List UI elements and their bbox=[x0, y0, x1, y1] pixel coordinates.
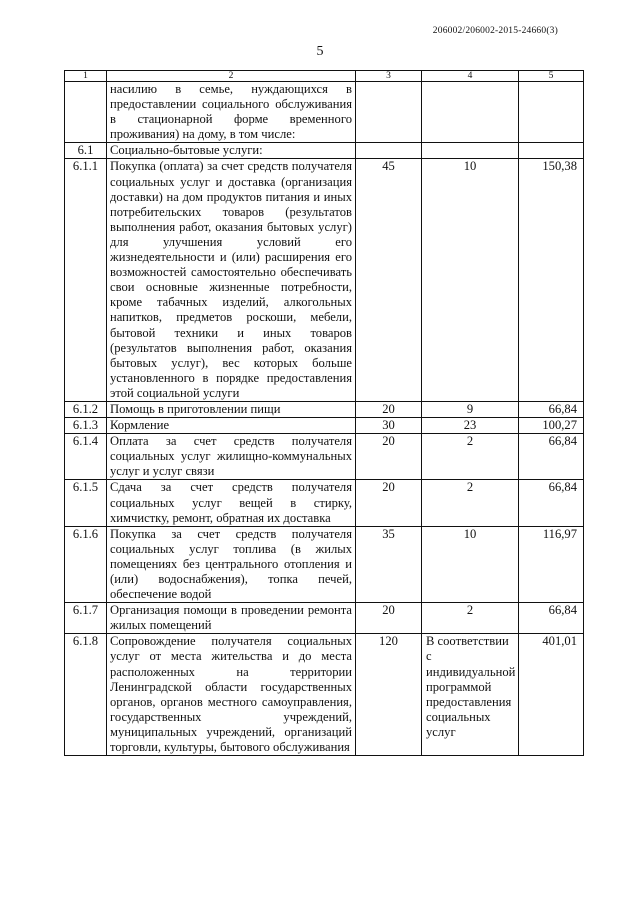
column-3-value-cell: 20 bbox=[356, 401, 422, 417]
table-row bbox=[65, 526, 584, 602]
column-3-value-cell: 45 bbox=[356, 159, 422, 402]
row-number-cell: 6.1.1 bbox=[65, 159, 107, 402]
row-number-cell: 6.1.3 bbox=[65, 418, 107, 434]
tariff-value-cell: 401,01 bbox=[519, 634, 584, 756]
column-3-value-cell: 120 bbox=[356, 634, 422, 756]
service-name-cell: Социально-бытовые услуги: bbox=[107, 143, 356, 159]
tariff-value-cell: 66,84 bbox=[519, 401, 584, 417]
page-number: 5 bbox=[316, 44, 324, 59]
column-3-value-cell: 30 bbox=[356, 418, 422, 434]
tariff-value-cell bbox=[519, 82, 584, 143]
table-row bbox=[65, 480, 584, 526]
column-3-value-cell: 20 bbox=[356, 434, 422, 480]
tariff-value-cell: 66,84 bbox=[519, 480, 584, 526]
tariff-value-cell bbox=[519, 143, 584, 159]
service-name-cell: Организация помощи в проведении ремонта жилых помещений bbox=[107, 603, 356, 634]
column-3-value-cell bbox=[356, 143, 422, 159]
header-cell: 4 bbox=[422, 71, 519, 82]
row-number-cell: 6.1.2 bbox=[65, 401, 107, 417]
tariff-value-cell: 100,27 bbox=[519, 418, 584, 434]
tariff-value-cell: 66,84 bbox=[519, 434, 584, 480]
table-row bbox=[65, 434, 584, 480]
header-cell: 3 bbox=[356, 71, 422, 82]
header-cell: 5 bbox=[519, 71, 584, 82]
services-table bbox=[64, 70, 584, 756]
tariff-value-cell: 66,84 bbox=[519, 603, 584, 634]
tariff-value-cell: 116,97 bbox=[519, 526, 584, 602]
column-3-value-cell bbox=[356, 82, 422, 143]
service-name-cell: Сопровождение получателя социальных услуг от места жительства и до места расположенных на территории Ленинградской области государственных органов, органов местного самоуправления, государственных учреждений, муниципальных учреждений, организаций торговли, культуры, бытового обслуживания bbox=[107, 634, 356, 756]
column-4-value-cell bbox=[422, 143, 519, 159]
column-4-value-cell: 10 bbox=[422, 526, 519, 602]
service-name-cell: Сдача за счет средств получателя социальных услуг вещей в стирку, химчистку, ремонт, обратная их доставка bbox=[107, 480, 356, 526]
table-row bbox=[65, 82, 584, 143]
column-4-value-cell: 2 bbox=[422, 434, 519, 480]
tariff-value-cell: 150,38 bbox=[519, 159, 584, 402]
column-3-value-cell: 20 bbox=[356, 603, 422, 634]
table-row bbox=[65, 143, 584, 159]
document-number: 206002/206002-2015-24660(3) bbox=[432, 26, 558, 36]
column-4-value-cell: 10 bbox=[422, 159, 519, 402]
table-row bbox=[65, 634, 584, 756]
service-name-cell: Помощь в приготовлении пищи bbox=[107, 401, 356, 417]
table-row bbox=[65, 603, 584, 634]
service-name-cell: Покупка за счет средств получателя социальных услуг топлива (в жилых помещениях без центрального отопления и (или) водоснабжения), топка печей, обеспечение водой bbox=[107, 526, 356, 602]
header-cell: 1 bbox=[65, 71, 107, 82]
row-number-cell bbox=[65, 82, 107, 143]
column-3-value-cell: 35 bbox=[356, 526, 422, 602]
column-4-value-cell: В соответствии с индивидуальной программой предоставления социальных услуг bbox=[422, 634, 519, 756]
row-number-cell: 6.1.4 bbox=[65, 434, 107, 480]
column-4-value-cell: 9 bbox=[422, 401, 519, 417]
row-number-cell: 6.1.6 bbox=[65, 526, 107, 602]
row-number-cell: 6.1.8 bbox=[65, 634, 107, 756]
service-name-cell: Покупка (оплата) за счет средств получателя социальных услуг и доставка (организация доставки) на дом продуктов питания и иных потребительских товаров (результатов выполнения работ, оказания бытовых услуг) для улучшения условий его жизнедеятельности и (или) расширения его возможностей самостоятельно обеспечивать свои основные жизненные потребности, кроме табачных изделий, алкогольных напитков, предметов роскоши, мебели, бытовой техники и иных товаров (результатов выполнения работ, оказания бытовых услуг), вес которых больше установленного в порядке предоставления этой социальной услуги bbox=[107, 159, 356, 402]
header-cell: 2 bbox=[107, 71, 356, 82]
table-row bbox=[65, 401, 584, 417]
row-number-cell: 6.1.5 bbox=[65, 480, 107, 526]
service-name-cell: Оплата за счет средств получателя социальных услуг жилищно-коммунальных услуг и услуг связи bbox=[107, 434, 356, 480]
row-number-cell: 6.1 bbox=[65, 143, 107, 159]
table-row bbox=[65, 159, 584, 402]
column-4-value-cell: 23 bbox=[422, 418, 519, 434]
row-number-cell: 6.1.7 bbox=[65, 603, 107, 634]
column-4-value-cell bbox=[422, 82, 519, 143]
column-4-value-cell: 2 bbox=[422, 603, 519, 634]
column-3-value-cell: 20 bbox=[356, 480, 422, 526]
service-name-cell: Кормление bbox=[107, 418, 356, 434]
column-4-value-cell: 2 bbox=[422, 480, 519, 526]
table-header-row bbox=[65, 71, 584, 82]
service-name-cell: насилию в семье, нуждающихся в предоставлении социального обслуживания в стационарной форме временного проживания) на дому, в том числе: bbox=[107, 82, 356, 143]
table-row bbox=[65, 418, 584, 434]
